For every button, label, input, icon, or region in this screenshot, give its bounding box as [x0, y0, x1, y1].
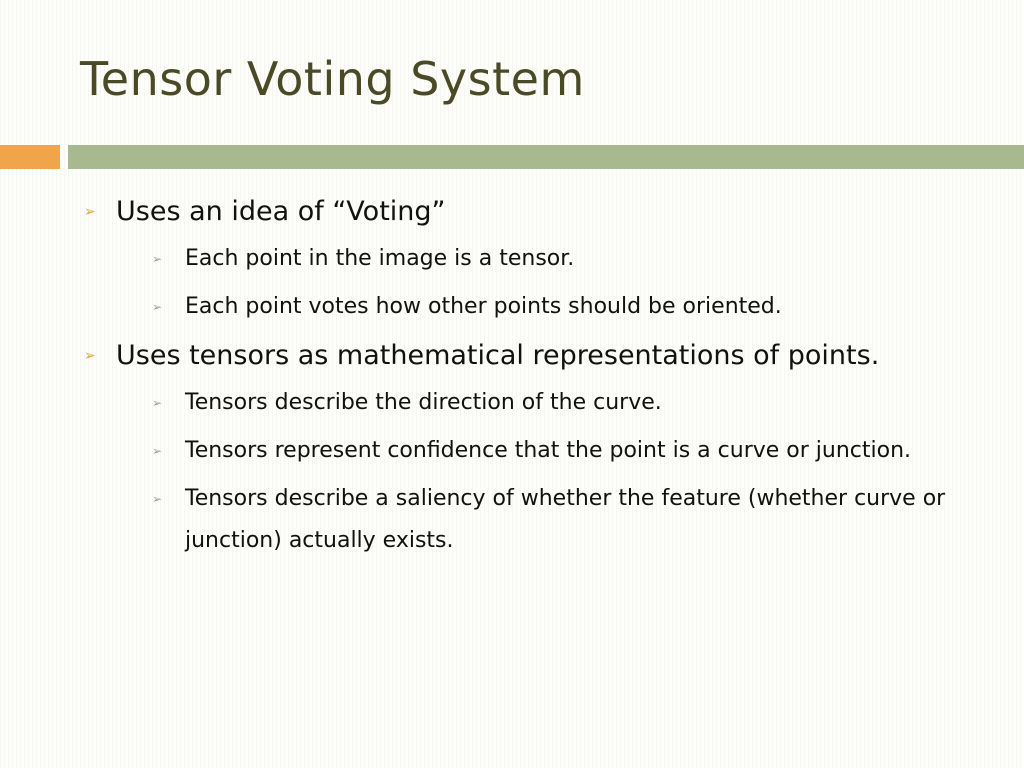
chevron-right-icon: ➢	[152, 300, 163, 314]
chevron-right-icon: ➢	[152, 252, 163, 266]
sub-bullet-list	[116, 238, 982, 328]
slide-title: Tensor Voting System	[80, 52, 585, 106]
bullet-text: Uses tensors as mathematical representations of points.	[116, 340, 880, 371]
sub-bullet-item	[150, 478, 1005, 562]
title-accent-green-bar	[68, 145, 1024, 169]
sub-bullet-list	[116, 382, 982, 562]
chevron-right-icon: ➢	[152, 444, 163, 458]
sub-bullet-item	[150, 430, 1005, 472]
sub-bullet-text: Each point votes how other points should be oriented.	[185, 294, 782, 319]
sub-bullet-text: Tensors describe a saliency of whether the feature (whether curve or junction) actually exists.	[185, 486, 946, 553]
sub-bullet-item	[150, 238, 1005, 280]
bullet-item	[82, 334, 982, 562]
sub-bullet-text: Tensors represent confidence that the point is a curve or junction.	[185, 438, 912, 463]
chevron-right-icon: ➢	[152, 396, 163, 410]
bullet-list	[82, 190, 982, 562]
title-accent-orange-bar	[0, 145, 60, 169]
chevron-right-icon: ➢	[152, 492, 163, 506]
sub-bullet-text: Each point in the image is a tensor.	[185, 246, 575, 271]
sub-bullet-item	[150, 382, 1005, 424]
sub-bullet-text: Tensors describe the direction of the curve.	[185, 390, 662, 415]
bullet-text: Uses an idea of “Voting”	[116, 196, 446, 227]
chevron-right-icon: ➢	[84, 348, 96, 364]
bullet-item	[82, 190, 982, 328]
sub-bullet-item	[150, 286, 1005, 328]
chevron-right-icon: ➢	[84, 204, 96, 220]
